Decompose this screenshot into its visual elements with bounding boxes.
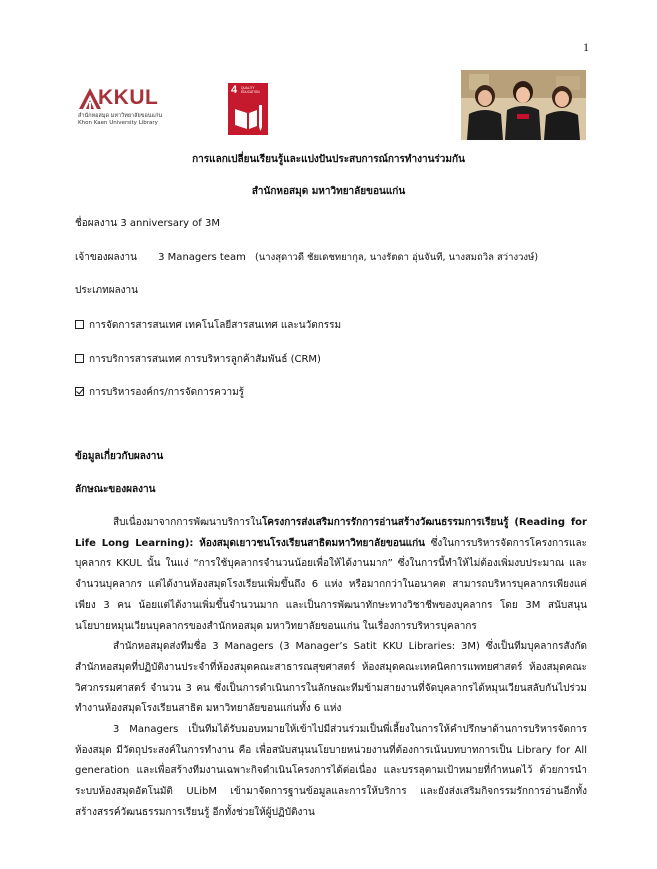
checkbox-unchecked-1[interactable] bbox=[75, 320, 84, 329]
sdg-quality-education-badge bbox=[228, 83, 268, 135]
team-photo-image bbox=[461, 70, 586, 140]
paragraph-2: สำนักหอสมุดส่งทีมชื่อ 3 Managers (3 Manager’s Satit KKU Libraries: 3M) ซึ่งเป็นทีมบุคลากรสังกัดสำนักหอสมุดที่ปฏิบัติงานประจำที่ห้องสมุดคณะสาธารณสุขศาสตร์ ห้องสมุดคณะเทคนิคการแพทยศาสตร์ ห้องสมุดคณะวิศวกรรมศาสตร์ จำนวน 3 คน ซึ่งเป็นการดำเนินการในลักษณะทีมข้ามสายงานที่จัดบุคลากรได้หมุนเวียนสลับกันไปร่วมทำงานห้องสมุดโรงเรียนสาธิต มหาวิทยาลัยขอนแก่นทั้ง 6 แห่ง bbox=[75, 641, 587, 715]
kkul-logo-sub-thai: สำนักหอสมุด มหาวิทยาลัยขอนแก่น bbox=[78, 113, 163, 119]
category-option-2 bbox=[75, 352, 321, 367]
team-photo bbox=[461, 70, 586, 140]
category-option-2-text: การบริการสารสนเทศ การบริหารลูกค้าสัมพันธ์ (CRM) bbox=[89, 354, 321, 365]
section-subheading: ลักษณะของผลงาน bbox=[75, 484, 156, 495]
owner-row bbox=[75, 250, 538, 265]
category-option-3 bbox=[75, 385, 244, 400]
kkul-logo bbox=[76, 82, 184, 130]
body-text bbox=[75, 513, 587, 824]
owner-members: (นางสุดาวดี ชัยเดชทยากุล, นางรัตดา อุ่นจันที, นางสมถวิล สว่างวงษ์) bbox=[255, 252, 539, 263]
category-option-1-text: การจัดการสารสนเทศ เทคโนโลยีสารสนเทศ และนวัตกรรม bbox=[89, 320, 342, 331]
sdg-label: QUALITY EDUCATION bbox=[241, 86, 260, 94]
paragraph-3: 3 Managers เป็นทีมได้รับมอบหมายให้เข้าไปมีส่วนร่วมเป็นพี่เลี้ยงในการให้คำปรึกษาด้านการบริหารจัดการห้องสมุด มีวัตถุประสงค์ในการทำงาน คือ เพื่อสนับสนุนนโยบายหน่วยงานที่ต้องการเน้นบทบาทการเป็น Library for All generation และเพื่อสร้างทีมงานเฉพาะกิจดำเนินโครงการได้ต่อเนื่อง และบรรลุตามเป้าหมายที่กำหนดไว้ ด้วยการนำระบบห้องสมุดอัตโนมัติ ULibM เข้ามาจัดการฐานข้อมูลและการให้บริการ และยังส่งเสริมกิจกรรมรักการอ่านอีกทั้งสร้างสรรค์วัฒนธรรมการเรียนรู้ อีกทั้งช่วยให้ผู้ปฏิบัติงาน bbox=[75, 724, 587, 818]
work-name-row bbox=[75, 216, 220, 231]
document-title-line1: การแลกเปลี่ยนเรียนรู้และแปงปันประสบการณ์การทำงานร่วมกัน bbox=[192, 154, 465, 165]
owner-team: 3 Managers team bbox=[158, 252, 246, 263]
kkul-logo-name: KKUL bbox=[98, 86, 159, 109]
work-name-value: 3 anniversary of 3M bbox=[120, 218, 220, 229]
sdg-number: 4 bbox=[231, 84, 238, 96]
checkbox-unchecked-2[interactable] bbox=[75, 354, 84, 363]
book-pencil-icon bbox=[228, 83, 268, 135]
checkbox-checked-3[interactable] bbox=[75, 387, 84, 396]
kkul-logo-sub-en: Khon Kaen University Library bbox=[78, 120, 158, 126]
category-option-1 bbox=[75, 318, 341, 333]
section-heading: ข้อมูลเกี่ยวกับผลงาน bbox=[75, 451, 164, 462]
page-number: 1 bbox=[583, 40, 589, 54]
category-option-3-text: การบริหารองค์กร/การจัดการความรู้ bbox=[89, 387, 245, 398]
document-title-line2: สำนักหอสมุด มหาวิทยาลัยขอนแก่น bbox=[251, 186, 406, 197]
paragraph-1-rest: ซึ่งในการบริหารจัดการโครงการและบุคลากร KKUL นั้น ในแง่ “การใช้บุคลากรจำนวนน้อยเพื่อให้ได้งานมาก” ซึ่งในการนี้ทำให้ไม่ต้องเพิ่มงบประมาณ และจำนวนบุคลากร แต่ได้งานห้องสมุดโรงเรียนเพิ่มขึ้นถึง 6 แห่ง หรือมากกว่าในอนาคต สามารถบริหารบุคลากรเพียงแค่เพียง 3 คน น้อยแต่ได้งานเพิ่มขึ้นจำนวนมาก และเป็นการพัฒนาทักษะทางวิชาชีพของบุคลากร โดย 3M สนับสนุนนโยบายหมุนเวียนบุคลากรของสำนักหอสมุด มหาวิทยาลัยขอนแก่น ในเรื่องการบริหารบุคลากร bbox=[75, 537, 587, 632]
owner-label: เจ้าของผลงาน bbox=[75, 252, 137, 263]
paragraph-1 bbox=[75, 513, 587, 637]
paragraph-1-project-name: โครงการส่งเสริมการรักการอ่านสร้างวัฒนธรรมการเรียนรู้ (Reading for Life Long Learning): ห้องสมุดเยาวชนโรงเรียนสาธิตมหาวิทยาลัยขอนแก่น bbox=[75, 517, 587, 549]
category-label: ประเภทผลงาน bbox=[75, 285, 139, 296]
paragraph-1-intro: สืบเนื่องมาจากการพัฒนาบริการใน bbox=[113, 517, 262, 528]
work-name-label: ชื่อผลงาน bbox=[75, 218, 118, 229]
